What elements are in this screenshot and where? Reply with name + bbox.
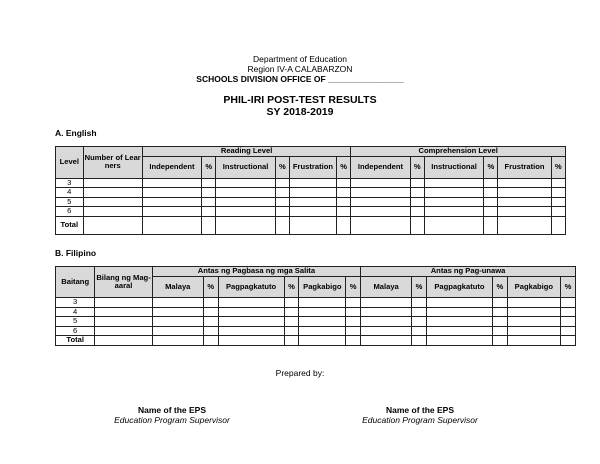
english-sub-frustration-comprehension: Frustration: [498, 156, 551, 178]
table-cell[interactable]: [492, 307, 507, 317]
table-cell[interactable]: [492, 326, 507, 336]
table-cell[interactable]: [203, 326, 218, 336]
table-cell[interactable]: [560, 326, 575, 336]
table-cell[interactable]: [142, 178, 201, 188]
table-cell[interactable]: [142, 188, 201, 198]
table-cell[interactable]: [284, 326, 299, 336]
table-cell[interactable]: [289, 178, 336, 188]
table-cell[interactable]: [95, 317, 152, 327]
table-cell[interactable]: [410, 216, 424, 234]
table-cell[interactable]: [202, 178, 216, 188]
filipino-sub-pagpagkatuto-reading: Pagpagkatuto: [218, 277, 284, 298]
filipino-pct: %: [346, 277, 361, 298]
english-sub-frustration-reading: Frustration: [289, 156, 336, 178]
filipino-row-level: 4: [56, 307, 95, 317]
signature-right-name: Name of the EPS: [385, 405, 455, 415]
table-cell[interactable]: [284, 298, 299, 308]
table-cell[interactable]: [424, 197, 483, 207]
filipino-table: [55, 266, 576, 346]
table-cell[interactable]: [142, 216, 201, 234]
header-division: SCHOOLS DIVISION OFFICE OF ________________: [196, 74, 404, 84]
english-sub-independent-comprehension: Independent: [351, 156, 410, 178]
table-cell[interactable]: [218, 317, 284, 327]
table-cell[interactable]: [507, 326, 560, 336]
table-cell[interactable]: [203, 298, 218, 308]
table-row: [56, 178, 566, 188]
table-cell[interactable]: [507, 298, 560, 308]
prepared-by-label: Prepared by:: [275, 368, 325, 378]
table-cell[interactable]: [427, 307, 493, 317]
table-cell[interactable]: [484, 216, 498, 234]
table-row: [56, 298, 576, 308]
english-row-level: 5: [56, 197, 84, 207]
english-sub-instructional-reading: Instructional: [216, 156, 275, 178]
filipino-sub-malaya-reading: Malaya: [152, 277, 203, 298]
table-cell[interactable]: [507, 307, 560, 317]
page-subtitle: SY 2018-2019: [266, 106, 334, 118]
filipino-sub-malaya-comprehension: Malaya: [361, 277, 412, 298]
table-cell[interactable]: [412, 307, 427, 317]
table-cell[interactable]: [492, 317, 507, 327]
english-col-learners: Number of Learners: [83, 147, 142, 179]
table-cell[interactable]: [203, 307, 218, 317]
table-cell[interactable]: [218, 307, 284, 317]
filipino-col-level: Baitang: [56, 267, 95, 298]
filipino-pct: %: [284, 277, 299, 298]
section-english-label: A. English: [55, 128, 97, 138]
table-cell[interactable]: [424, 178, 483, 188]
table-cell[interactable]: [498, 188, 551, 198]
table-cell[interactable]: [289, 216, 336, 234]
filipino-row-level: 3: [56, 298, 95, 308]
table-row: [56, 307, 576, 317]
english-pct: %: [202, 156, 216, 178]
table-cell[interactable]: [336, 178, 350, 188]
table-row: [56, 197, 566, 207]
table-cell[interactable]: [275, 197, 289, 207]
filipino-group-reading: Antas ng Pagbasa ng mga Salita: [152, 267, 360, 277]
table-cell[interactable]: [95, 336, 152, 346]
filipino-sub-pagkabigo-reading: Pagkabigo: [299, 277, 346, 298]
table-cell[interactable]: [289, 207, 336, 217]
table-cell[interactable]: [216, 178, 275, 188]
table-cell[interactable]: [560, 298, 575, 308]
table-cell[interactable]: [427, 326, 493, 336]
table-cell[interactable]: [551, 178, 565, 188]
table-cell[interactable]: [299, 307, 346, 317]
table-cell[interactable]: [410, 207, 424, 217]
table-cell[interactable]: [412, 326, 427, 336]
table-cell[interactable]: [361, 298, 412, 308]
table-cell[interactable]: [412, 317, 427, 327]
table-cell[interactable]: [560, 336, 575, 346]
filipino-pct: %: [203, 277, 218, 298]
english-group-comprehension: Comprehension Level: [351, 147, 566, 157]
table-cell[interactable]: [83, 178, 142, 188]
table-cell[interactable]: [218, 326, 284, 336]
table-cell[interactable]: [284, 317, 299, 327]
filipino-sub-pagkabigo-comprehension: Pagkabigo: [507, 277, 560, 298]
table-cell[interactable]: [275, 207, 289, 217]
table-cell[interactable]: [275, 216, 289, 234]
table-cell[interactable]: [424, 188, 483, 198]
filipino-row-total: Total: [56, 336, 95, 346]
table-cell[interactable]: [351, 197, 410, 207]
table-cell[interactable]: [507, 336, 560, 346]
table-cell[interactable]: [95, 298, 152, 308]
table-cell[interactable]: [351, 207, 410, 217]
english-group-reading: Reading Level: [142, 147, 351, 157]
table-cell[interactable]: [351, 178, 410, 188]
english-pct: %: [336, 156, 350, 178]
table-cell[interactable]: [498, 216, 551, 234]
table-cell[interactable]: [492, 336, 507, 346]
table-cell[interactable]: [492, 298, 507, 308]
filipino-col-learners: Bilang ng Mag-aaral: [95, 267, 152, 298]
table-cell[interactable]: [361, 326, 412, 336]
table-cell[interactable]: [336, 188, 350, 198]
english-row-level: 4: [56, 188, 84, 198]
table-cell[interactable]: [427, 298, 493, 308]
table-cell[interactable]: [83, 207, 142, 217]
table-cell[interactable]: [284, 307, 299, 317]
signature-left-role: Education Program Supervisor: [114, 415, 230, 425]
table-cell[interactable]: [203, 317, 218, 327]
table-cell[interactable]: [202, 188, 216, 198]
table-cell[interactable]: [152, 307, 203, 317]
english-row-level: 6: [56, 207, 84, 217]
table-cell[interactable]: [551, 216, 565, 234]
table-cell[interactable]: [216, 197, 275, 207]
table-cell[interactable]: [95, 307, 152, 317]
table-cell[interactable]: [202, 216, 216, 234]
table-cell[interactable]: [361, 336, 412, 346]
table-cell[interactable]: [424, 216, 483, 234]
filipino-pct: %: [492, 277, 507, 298]
table-cell[interactable]: [498, 207, 551, 217]
table-cell[interactable]: [427, 317, 493, 327]
table-cell[interactable]: [142, 197, 201, 207]
table-cell[interactable]: [484, 207, 498, 217]
table-cell[interactable]: [484, 188, 498, 198]
filipino-pct: %: [412, 277, 427, 298]
table-cell[interactable]: [299, 326, 346, 336]
table-cell[interactable]: [299, 336, 346, 346]
filipino-row-level: 6: [56, 326, 95, 336]
table-cell[interactable]: [336, 197, 350, 207]
table-cell[interactable]: [203, 336, 218, 346]
english-pct: %: [551, 156, 565, 178]
section-filipino-label: B. Filipino: [55, 248, 97, 258]
table-row: [56, 326, 576, 336]
filipino-group-comprehension: Antas ng Pag-unawa: [361, 267, 576, 277]
english-col-level: Level: [56, 147, 84, 179]
filipino-row-level: 5: [56, 317, 95, 327]
table-cell[interactable]: [218, 336, 284, 346]
table-cell[interactable]: [289, 197, 336, 207]
english-row-level: 3: [56, 178, 84, 188]
english-sub-independent-reading: Independent: [142, 156, 201, 178]
english-pct: %: [275, 156, 289, 178]
table-cell[interactable]: [218, 298, 284, 308]
signature-left: [72, 405, 272, 425]
table-cell[interactable]: [275, 178, 289, 188]
signature-right-role: Education Program Supervisor: [362, 415, 478, 425]
table-cell[interactable]: [551, 197, 565, 207]
table-cell[interactable]: [142, 207, 201, 217]
table-cell[interactable]: [412, 336, 427, 346]
filipino-sub-pagpagkatuto-comprehension: Pagpagkatuto: [427, 277, 493, 298]
table-cell[interactable]: [507, 317, 560, 327]
table-cell[interactable]: [351, 216, 410, 234]
table-cell[interactable]: [202, 207, 216, 217]
table-cell[interactable]: [152, 298, 203, 308]
table-cell[interactable]: [410, 197, 424, 207]
table-cell[interactable]: [83, 188, 142, 198]
table-cell[interactable]: [498, 197, 551, 207]
table-cell[interactable]: [346, 307, 361, 317]
english-sub-instructional-comprehension: Instructional: [424, 156, 483, 178]
table-cell[interactable]: [346, 326, 361, 336]
table-cell[interactable]: [361, 307, 412, 317]
table-row: [56, 207, 566, 217]
table-cell[interactable]: [216, 216, 275, 234]
signature-right: [320, 405, 520, 425]
table-cell[interactable]: [412, 298, 427, 308]
table-cell[interactable]: [351, 188, 410, 198]
filipino-pct: %: [560, 277, 575, 298]
table-cell[interactable]: [216, 207, 275, 217]
english-pct: %: [410, 156, 424, 178]
table-cell[interactable]: [410, 188, 424, 198]
table-cell[interactable]: [83, 216, 142, 234]
table-cell[interactable]: [560, 317, 575, 327]
table-cell[interactable]: [83, 197, 142, 207]
table-cell[interactable]: [284, 336, 299, 346]
english-pct: %: [484, 156, 498, 178]
table-cell[interactable]: [216, 188, 275, 198]
table-cell[interactable]: [202, 197, 216, 207]
table-cell[interactable]: [289, 188, 336, 198]
table-cell[interactable]: [346, 317, 361, 327]
table-cell[interactable]: [361, 317, 412, 327]
header-department: Department of Education: [252, 54, 348, 64]
table-cell[interactable]: [498, 178, 551, 188]
table-cell[interactable]: [152, 317, 203, 327]
table-cell[interactable]: [551, 188, 565, 198]
table-cell[interactable]: [95, 326, 152, 336]
table-cell[interactable]: [410, 178, 424, 188]
table-row: [56, 188, 566, 198]
table-cell[interactable]: [299, 317, 346, 327]
table-cell[interactable]: [346, 298, 361, 308]
table-cell[interactable]: [427, 336, 493, 346]
table-cell[interactable]: [560, 307, 575, 317]
table-cell[interactable]: [152, 326, 203, 336]
table-cell[interactable]: [484, 178, 498, 188]
table-cell[interactable]: [336, 216, 350, 234]
table-row: [56, 317, 576, 327]
table-cell[interactable]: [424, 207, 483, 217]
page-title: PHIL-IRI POST-TEST RESULTS: [223, 94, 377, 106]
table-cell[interactable]: [484, 197, 498, 207]
table-cell[interactable]: [551, 207, 565, 217]
table-cell[interactable]: [299, 298, 346, 308]
header-region: Region IV-A CALABARZON: [247, 64, 353, 74]
english-row-total: Total: [56, 216, 84, 234]
table-cell[interactable]: [336, 207, 350, 217]
table-cell[interactable]: [275, 188, 289, 198]
english-table: [55, 146, 566, 235]
table-cell[interactable]: [152, 336, 203, 346]
signature-left-name: Name of the EPS: [137, 405, 207, 415]
table-cell[interactable]: [346, 336, 361, 346]
